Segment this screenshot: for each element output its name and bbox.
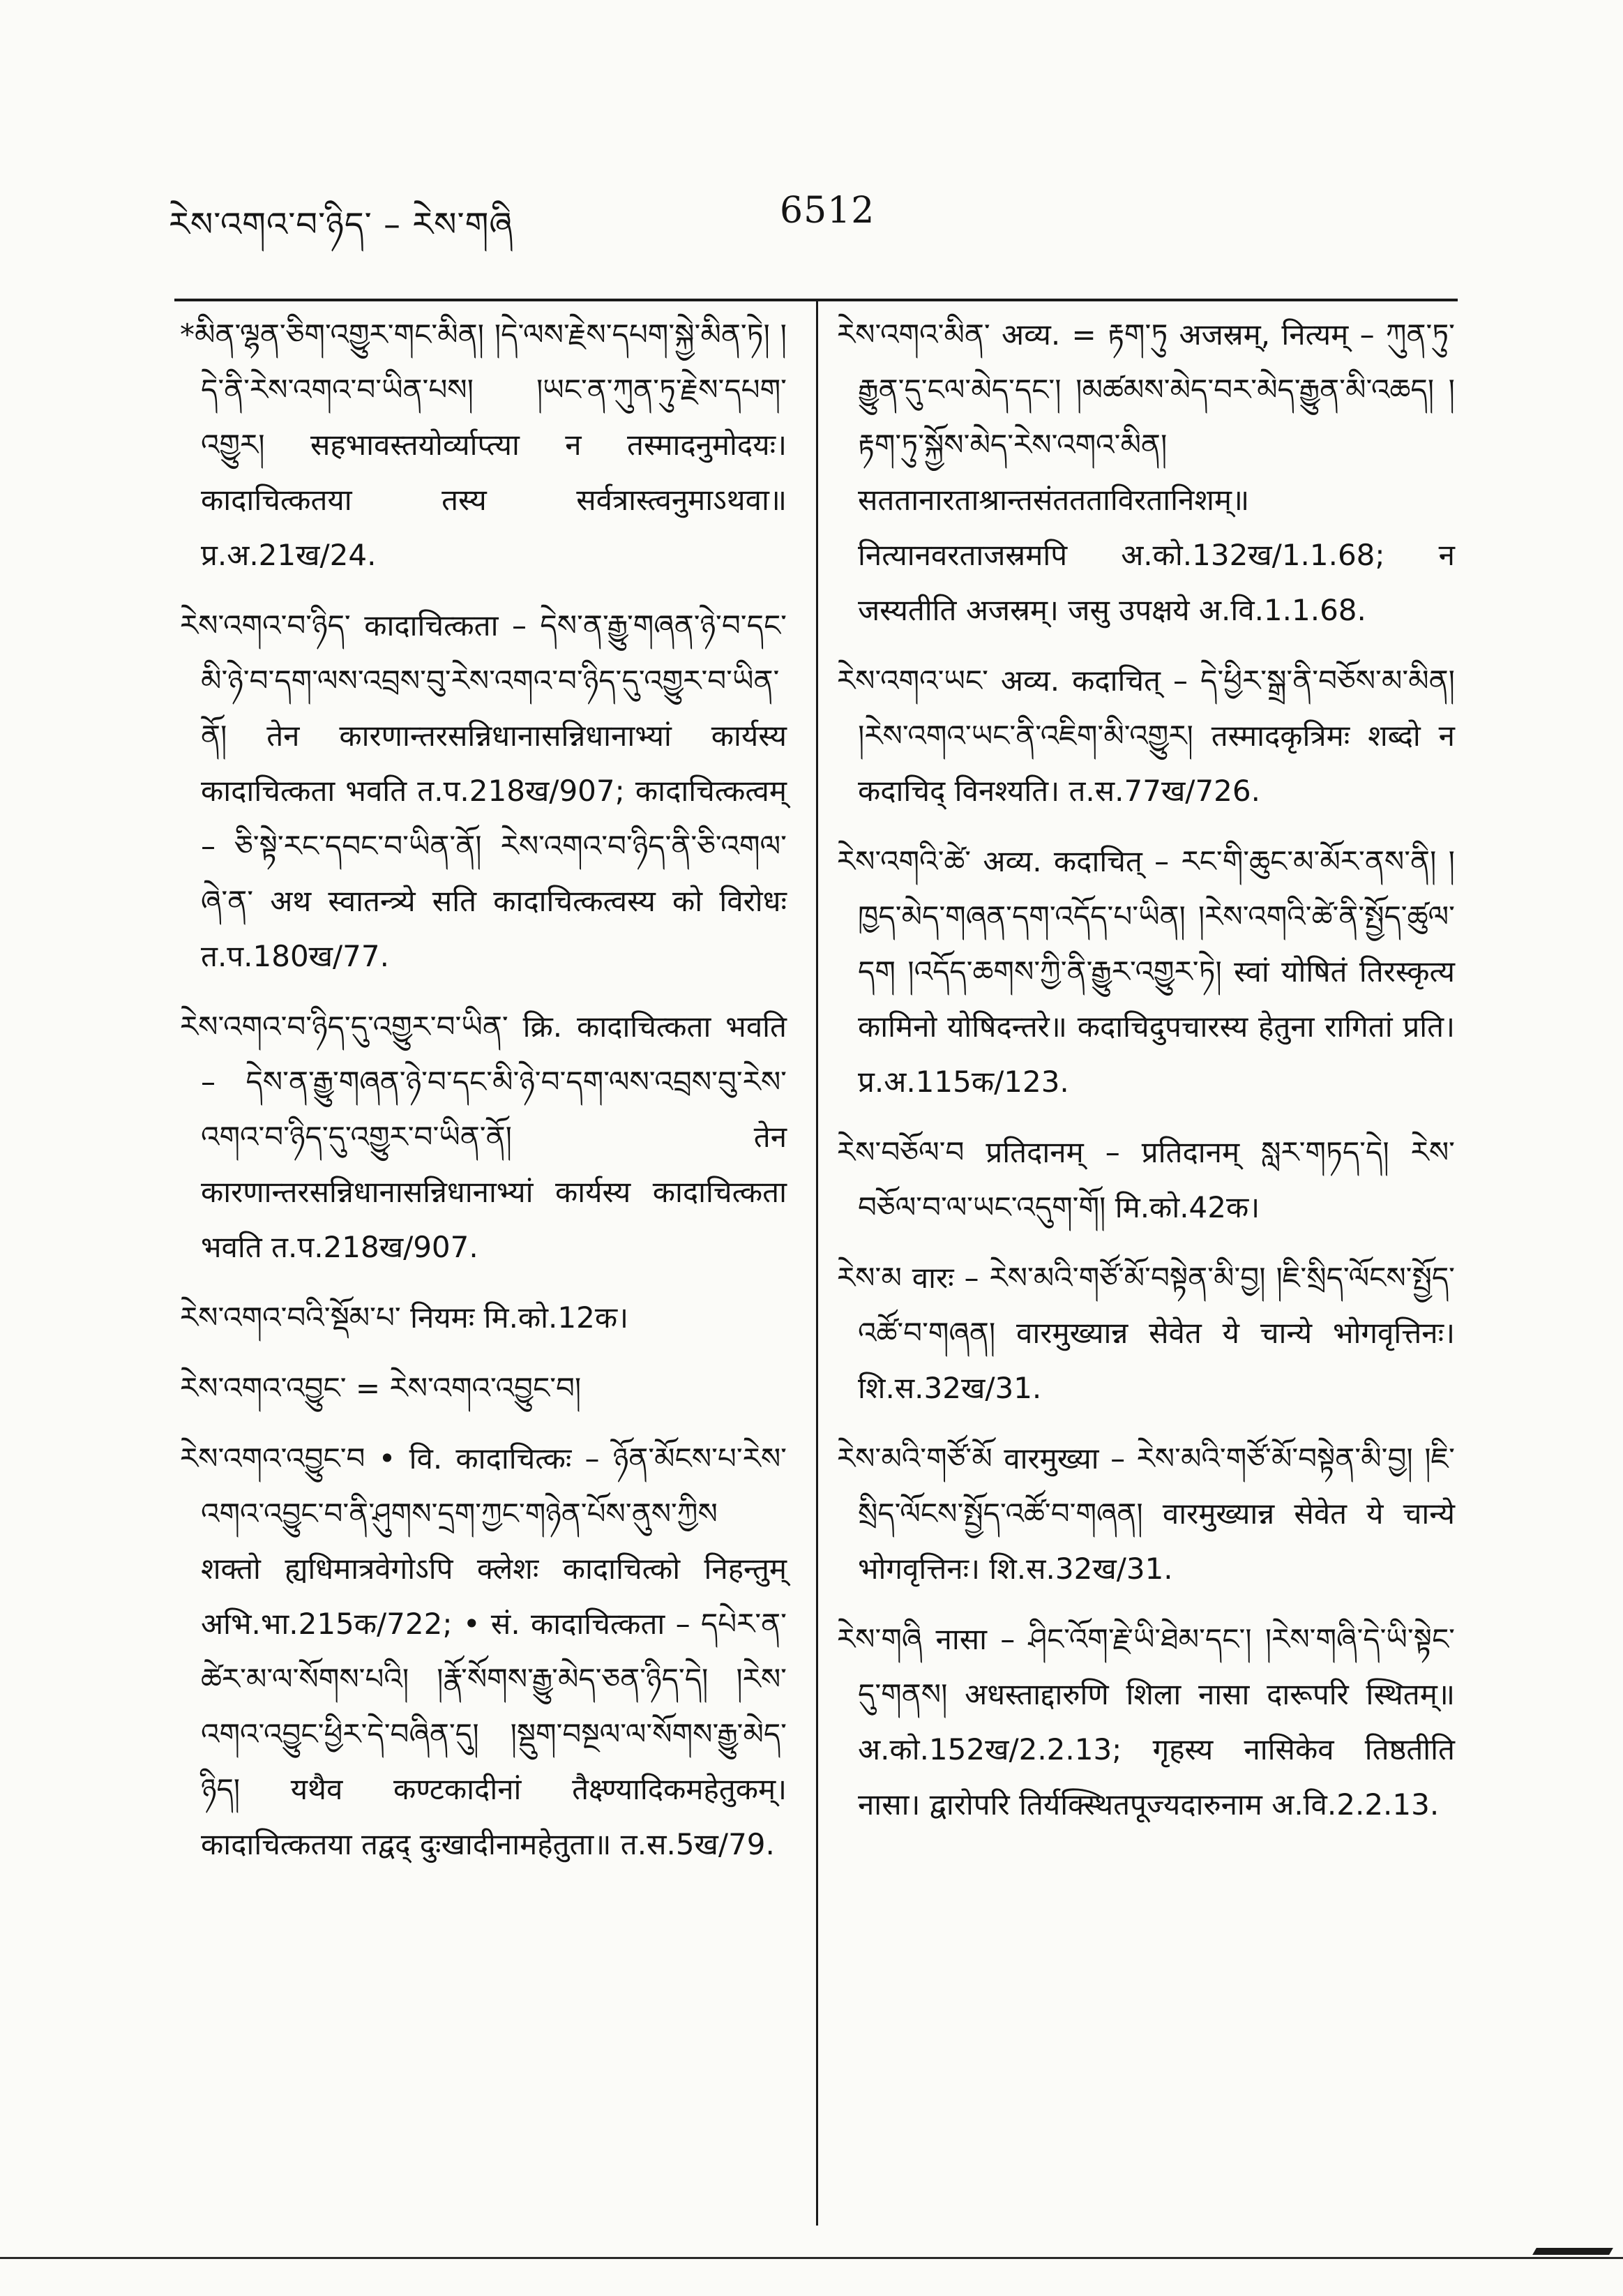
page-number: 6512 [780, 190, 875, 232]
right-column [837, 307, 1455, 1847]
column-divider [816, 300, 818, 2226]
scan-edge-mark [1532, 2248, 1613, 2255]
dictionary-entry: རེས་འགའ་བ་ཉིད་ कादाचित्कता – དེས་ན་རྒྱུ་གཞན་ཉེ་བ་དང་མི་ཉེ་བ་དག་ལས་འབྲས་བུ་རེས་འགའ་བ་ཉིད་དུ་འགྱུར་བ་ཡིན་ནོ། तेन कारणान्तरसन्निधानासन्निधानाभ्यां कार्यस्य कादाचित्कता भवति त.प.218ख/907; कादाचित्कत्वम् – ཅི་སྟེ་རང་དབང་བ་ཡིན་ནོ། རེས་འགའ་བ་ཉིད་ནི་ཅི་འགལ་ཞེ་ན་ अथ स्वातन्त्र्ये सति कादाचित्कत्वस्य को विरोधः त.प.180ख/77. [180, 608, 787, 973]
dictionary-entry: རེས་འགའ་མིན་ अव्य. = རྟག་ཏུ अजस्रम्, नित्यम् – ཀུན་ཏུ་རྒྱུན་དུ་ངལ་མེད་དང་། །མཚམས་མེད་བར་མེད་རྒྱུན་མི་འཆད། །རྟག་ཏུ་སྐྱོས་མེད་རེས་འགའ་མིན། सततानारताश्रान्तसंततताविरतानिशम्॥ नित्यानवरताजस्रमपि अ.को.132ख/1.1.68; न जस्यतीति अजस्रम्। जसु उपक्षये अ.वि.1.1.68. [837, 317, 1455, 627]
running-head: རེས་འགའ་བ་ཉིད་ – རེས་གཞི [169, 205, 513, 244]
dictionary-entry: རེས་འགའི་ཚེ་ अव्य. कदाचित् – རང་གི་ཆུང་མ་མོར་ནས་ནི། །ཁྱད་མེད་གཞན་དག་འདོད་པ་ཡིན། །རེས་འགའི་ཚེ་ནི་སྤྱོད་ཚུལ་དག །འདོད་ཆགས་ཀྱི་ནི་རྒྱུར་འགྱུར་ཏེ། स्वां योषितं तिरस्कृत्य कामिनो योषिदन्तरे॥ कदाचिदुपचारस्य हेतुना रागितां प्रति। प्र.अ.115क/123. [837, 844, 1455, 1099]
dictionary-entry: *མིན་ལྷན་ཅིག་འགྱུར་གང་མིན། །དེ་ལས་རྗེས་དཔག་སྐྱེ་མིན་ཏེ། །དེ་ནི་རེས་འགའ་བ་ཡིན་པས། །ཡང་ན་ཀུན་ཏུ་རྗེས་དཔག་འགྱུར། सहभावस्तयोर्व्याप्त्या न तस्मादनुमोदयः। कादाचित्कतया तस्य सर्वत्रास्त्वनुमाऽथवा॥ प्र.अ.21ख/24. [180, 317, 787, 572]
dictionary-entry: རེས་འགའ་འབྱུང་བ • वि. कादाचित्कः – ཉོན་མོངས་པ་རེས་འགའ་འབྱུང་བ་ནི་ཤུགས་དྲག་ཀྱང་གཉེན་པོས་ནུས་ཀྱིས शक्तो ह्यधिमात्रवेगोऽपि क्लेशः कादाचित्को निहन्तुम् अभि.भा.215क/722; • सं. कादाचित्कता – དཔེར་ན་ཚེར་མ་ལ་སོགས་པའི། །རྣོ་སོགས་རྒྱུ་མེད་ཅན་ཉིད་དེ། །རེས་འགའ་འབྱུང་ཕྱིར་དེ་བཞིན་དུ། །སྡུག་བསྔལ་ལ་སོགས་རྒྱུ་མེད་ཉིད། यथैव कण्टकादीनां तैक्ष्ण्यादिकमहेतुकम्। कादाचित्कतया तद्वद् दुःखादीनामहेतुता॥ त.स.5ख/79. [180, 1441, 787, 1861]
dictionary-entry: རེས་གཞི नासा – ཤིང་འོག་རྗེ་ཡི་ཐེམ་དང་། །རེས་གཞི་དེ་ཡི་སྟེང་དུ་གནས། अधस्ताद्दारुणि शिला नासा दारूपरि स्थितम्॥ अ.को.152ख/2.2.13; गृहस्य नासिकेव तिष्ठतीति नासा। द्वारोपरि तिर्यक्स्थितपूज्यदारुनाम अ.वि.2.2.13. [837, 1622, 1455, 1822]
dictionary-entry: རེས་བཅོལ་བ प्रतिदानम् – प्रतिदानम् སླར་གཏད་དེ། རེས་བཅོལ་བ་ལ་ཡང་འདུག་གོ། मि.को.42क। [837, 1135, 1455, 1224]
footer-rule [0, 2257, 1623, 2259]
dictionary-entry: རེས་འགའ་འབྱུང་ = རེས་འགའ་འབྱུང་བ། [180, 1371, 582, 1405]
dictionary-entry: རེས་འགའ་ཡང་ अव्य. कदाचित् – དེ་ཕྱིར་སྒྲ་ནི་བཅོས་མ་མིན། །རེས་འགའ་ཡང་ནི་འཇིག་མི་འགྱུར། तस्मादकृत्रिमः शब्दो न कदाचिद् विनश्यति। त.स.77ख/726. [837, 663, 1455, 808]
dictionary-entry: རེས་འགའ་བ་ཉིད་དུ་འགྱུར་བ་ཡིན་ क्रि. कादाचित्कता भवति – དེས་ན་རྒྱུ་གཞན་ཉེ་བ་དང་མི་ཉེ་བ་དག་ལས་འབྲས་བུ་རེས་འགའ་བ་ཉིད་དུ་འགྱུར་བ་ཡིན་ནོ། तेन कारणान्तरसन्निधानासन्निधानाभ्यां कार्यस्य कादाचित्कता भवति त.प.218ख/907. [180, 1010, 787, 1264]
left-column [180, 307, 787, 1887]
dictionary-entry: རེས་མའི་གཙོ་མོ वारमुख्या – རེས་མའི་གཙོ་མོ་བསྟེན་མི་བྱ། །ཇི་སྲིད་ལོངས་སྤྱོད་འཚོ་བ་གཞན། वारमुख्यान्न सेवेत ये चान्ये भोगवृत्तिनः। शि.स.32ख/31. [837, 1441, 1455, 1586]
dictionary-entry: རེས་འགའ་བའི་སྡོམ་པ་ नियमः मि.को.12क। [180, 1300, 629, 1335]
dictionary-entry: རེས་མ वारः – རེས་མའི་གཙོ་མོ་བསྟེན་མི་བྱ། །ཇི་སྲིད་ལོངས་སྤྱོད་འཚོ་བ་གཞན། वारमुख्यान्न सेवेत ये चान्ये भोगवृत्तिनः। शि.स.32ख/31. [837, 1261, 1455, 1405]
